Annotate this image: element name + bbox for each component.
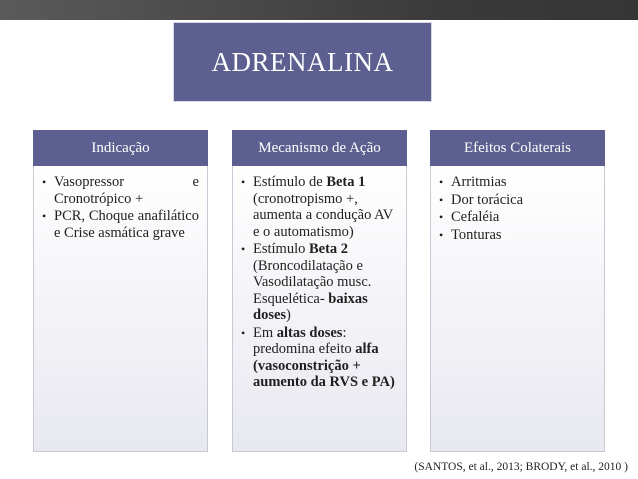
list-item: • Cefaléia bbox=[437, 209, 596, 226]
item-text: : predomina efeito bbox=[253, 324, 356, 357]
item-bold: Beta 2 bbox=[309, 241, 349, 257]
item-bold: altas doses bbox=[276, 324, 343, 341]
item-bold: alfa (vasoconstrição + aumento da RVS e PA) bbox=[253, 341, 395, 390]
column-header: Indicação bbox=[33, 130, 208, 166]
column-efeitos bbox=[430, 130, 605, 452]
item-text: ) bbox=[286, 307, 291, 323]
item-list bbox=[431, 166, 604, 243]
list-item bbox=[239, 241, 398, 324]
title-box bbox=[173, 22, 432, 102]
list-item: • Vasopressor e Cronotrópico + bbox=[40, 174, 199, 207]
item-list bbox=[233, 166, 406, 391]
list-item: • Dor torácica bbox=[437, 192, 596, 209]
item-text: (Broncodilatação e Vasodilatação musc. Esquelética- bbox=[253, 257, 372, 307]
item-bold: baixas doses bbox=[253, 290, 368, 323]
column-mecanismo bbox=[232, 130, 407, 452]
list-item bbox=[239, 325, 398, 391]
item-bold: Beta 1 bbox=[326, 174, 366, 190]
list-item: • PCR, Choque anafilático e Crise asmática grave bbox=[40, 208, 199, 241]
column-body bbox=[33, 166, 208, 452]
item-text: (cronotropismo +, aumenta a condução AV e o automatismo) bbox=[253, 190, 393, 240]
column-header: Efeitos Colaterais bbox=[430, 130, 605, 166]
top-bar bbox=[0, 0, 638, 20]
column-body bbox=[232, 166, 407, 452]
item-text: Em bbox=[253, 324, 277, 341]
column-indicacao bbox=[33, 130, 208, 452]
list-item: • Tonturas bbox=[437, 227, 596, 244]
list-item: • Arritmias bbox=[437, 174, 596, 191]
item-text: Estímulo de bbox=[253, 174, 327, 190]
item-list bbox=[34, 166, 207, 241]
column-body bbox=[430, 166, 605, 452]
slide-title: ADRENALINA bbox=[211, 46, 394, 77]
item-text: Estímulo bbox=[253, 241, 309, 257]
column-header: Mecanismo de Ação bbox=[232, 130, 407, 166]
source-citation: (SANTOS, et al., 2013; BRODY, et al., 2010 ) bbox=[414, 461, 628, 473]
list-item bbox=[239, 174, 398, 240]
